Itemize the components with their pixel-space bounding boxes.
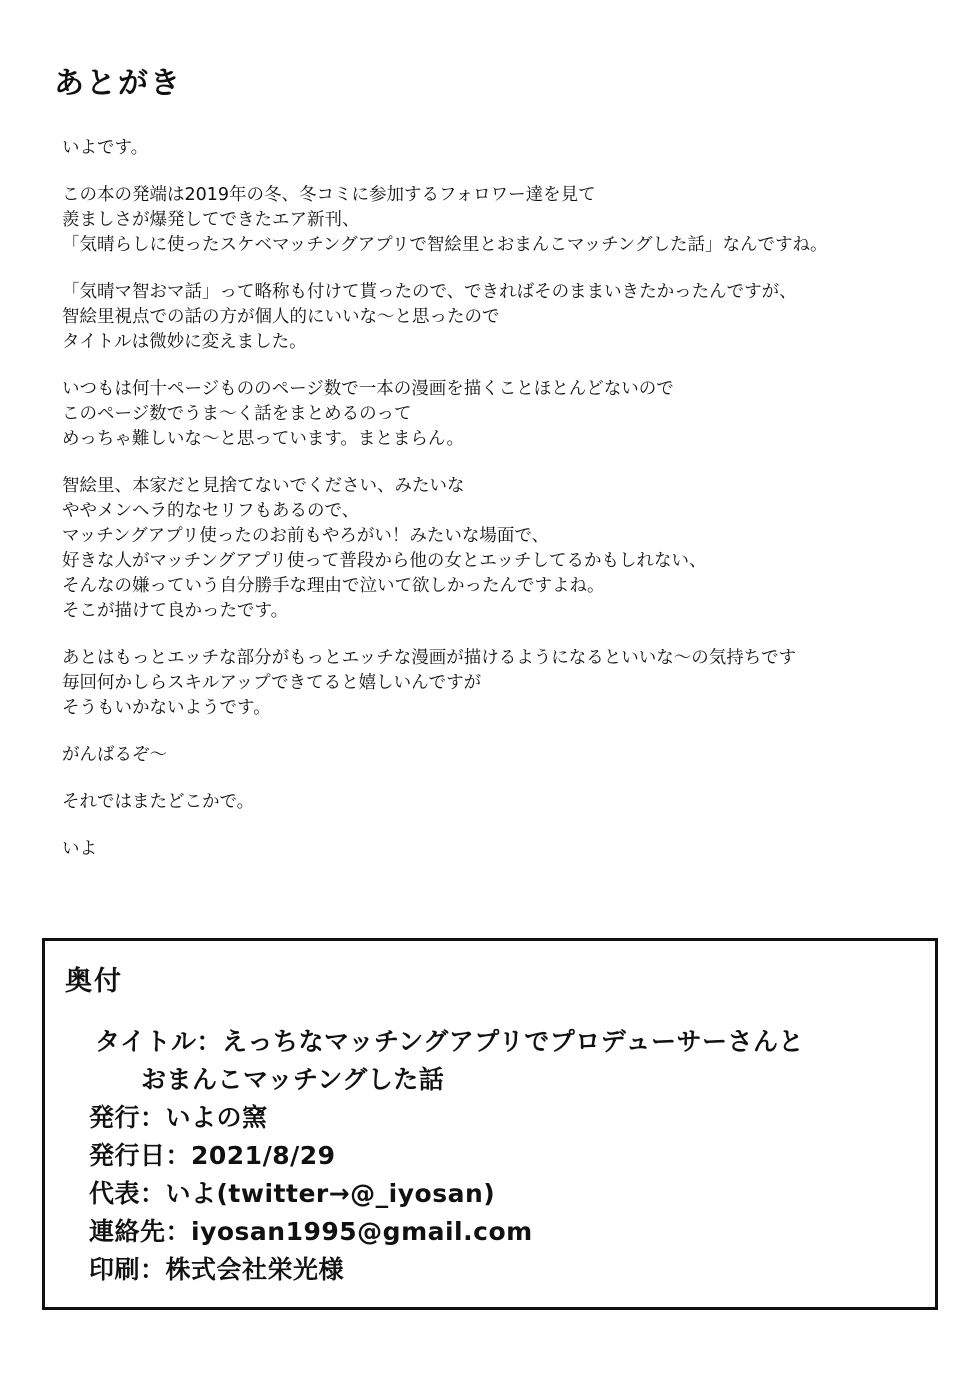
afterword-paragraph bbox=[62, 646, 942, 721]
afterword-line: がんばるぞ〜 bbox=[62, 745, 167, 765]
colophon-contact-field: 連絡先：iyosan1995@gmail.com bbox=[89, 1217, 533, 1246]
afterword-paragraph bbox=[62, 183, 942, 258]
afterword-paragraph bbox=[62, 280, 942, 355]
afterword-line: マッチングアプリ使ったのお前もやろがい！みたいな場面で、 bbox=[62, 526, 550, 546]
afterword-body bbox=[62, 136, 942, 884]
afterword-paragraph bbox=[62, 474, 942, 624]
afterword-line: 智絵里視点での話の方が個人的にいいな〜と思ったので bbox=[62, 307, 500, 327]
afterword-paragraph bbox=[62, 743, 942, 768]
colophon-title-field: タイトル：えっちなマッチングアプリでプロデューサーさんと bbox=[95, 1027, 805, 1056]
afterword-line: 智絵里、本家だと見捨てないでください、みたいな bbox=[62, 476, 465, 496]
afterword-line: このページ数でうま〜く話をまとめるのって bbox=[62, 404, 412, 424]
colophon-heading: 奥付 bbox=[65, 966, 123, 997]
afterword-line: それではまたどこかで。 bbox=[62, 792, 255, 812]
afterword-line: いよ bbox=[62, 839, 97, 859]
afterword-paragraph bbox=[62, 377, 942, 452]
afterword-line: いつもは何十ページもののページ数で一本の漫画を描くことほとんどないので bbox=[62, 379, 674, 399]
afterword-line: 羨ましさが爆発してできたエア新刊、 bbox=[62, 210, 360, 230]
colophon-box bbox=[42, 938, 938, 1310]
afterword-line: タイトルは微妙に変えました。 bbox=[62, 332, 307, 352]
colophon-title-continuation: おまんこマッチングした話 bbox=[141, 1065, 445, 1094]
afterword-line: そんなの嫌っていう自分勝手な理由で泣いて欲しかったんですよね。 bbox=[62, 576, 605, 596]
afterword-signature bbox=[62, 837, 942, 862]
afterword-line: この本の発端は2019年の冬、冬コミに参加するフォロワー達を見て bbox=[62, 185, 596, 205]
colophon-printing-field: 印刷：株式会社栄光様 bbox=[89, 1255, 345, 1284]
afterword-heading: あとがき bbox=[54, 66, 182, 101]
afterword-line: めっちゃ難しいな〜と思っています。まとまらん。 bbox=[62, 429, 464, 449]
afterword-line: そこが描けて良かったです。 bbox=[62, 601, 289, 621]
afterword-line: 「気晴らしに使ったスケベマッチングアプリで智絵里とおまんこマッチングした話」なんですね。 bbox=[62, 235, 828, 255]
afterword-line: 毎回何かしらスキルアップできてると嬉しいんですが bbox=[62, 673, 482, 693]
afterword-line: いよです。 bbox=[62, 138, 149, 158]
colophon-fields bbox=[89, 1023, 919, 1289]
afterword-line: 好きな人がマッチングアプリ使って普段から他の女とエッチしてるかもしれない、 bbox=[62, 551, 707, 571]
colophon-date-field: 発行日：2021/8/29 bbox=[89, 1141, 336, 1170]
colophon-publisher-field: 発行：いよの窯 bbox=[89, 1103, 268, 1132]
afterword-line: 「気晴マ智おマ話」って略称も付けて貰ったので、できればそのままいきたかったんですが、 bbox=[62, 282, 797, 302]
afterword-paragraph bbox=[62, 790, 942, 815]
afterword-line: ややメンヘラ的なセリフもあるので、 bbox=[62, 501, 360, 521]
afterword-paragraph bbox=[62, 136, 942, 161]
afterword-line: あとはもっとエッチな部分がもっとエッチな漫画が描けるようになるといいな〜の気持ちです bbox=[62, 648, 797, 668]
afterword-line: そうもいかないようです。 bbox=[62, 698, 271, 718]
colophon-representative-field: 代表：いよ(twitter→@_iyosan) bbox=[89, 1179, 496, 1208]
